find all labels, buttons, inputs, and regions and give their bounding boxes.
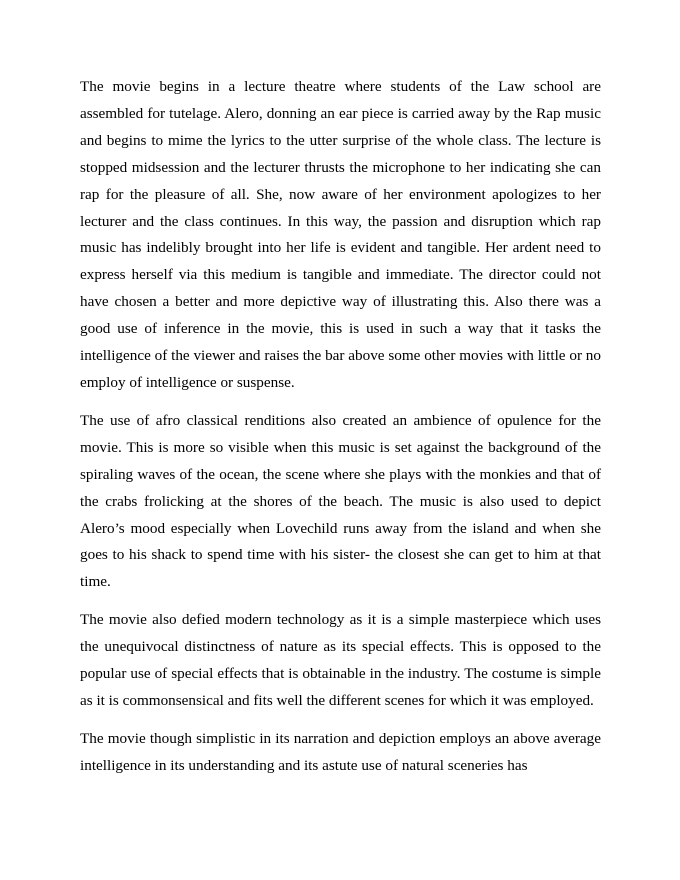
document-page: [80, 74, 601, 791]
paragraph-1: The movie begins in a lecture theatre where students of the Law school are assembled for tutelage. Alero, donning an ear piece is carried away by the Rap music and begins to mime the lyrics to the utter surprise of the whole class. The lecture is stopped midsession and the lecturer thrusts the microphone to her indicating she can rap for the pleasure of all. She, now aware of her environment apologizes to her lecturer and the class continues. In this way, the passion and disruption which rap music has indelibly brought into her life is evident and tangible. Her ardent need to express herself via this medium is tangible and immediate. The director could not have chosen a better and more depictive way of illustrating this. Also there was a good use of inference in the movie, this is used in such a way that it tasks the intelligence of the viewer and raises the bar above some other movies with little or no employ of intelligence or suspense.: [80, 78, 601, 391]
paragraph-4: The movie though simplistic in its narration and depiction employs an above average intelligence in its understanding and its astute use of natural sceneries has: [80, 729, 601, 774]
paragraph-3: The movie also defied modern technology as it is a simple masterpiece which uses the unequivocal distinctness of nature as its special effects. This is opposed to the popular use of special effects that is obtainable in the industry. The costume is simple as it is commonsensical and fits well the different scenes for which it was employed.: [80, 611, 601, 709]
paragraph-2: The use of afro classical renditions also created an ambience of opulence for the movie. This is more so visible when this music is set against the background of the spiraling waves of the ocean, the scene where she plays with the monkies and that of the crabs frolicking at the shores of the beach. The music is also used to depict Alero’s mood especially when Lovechild runs away from the island and when she goes to his shack to spend time with his sister- the closest she can get to him at that time.: [80, 411, 601, 591]
